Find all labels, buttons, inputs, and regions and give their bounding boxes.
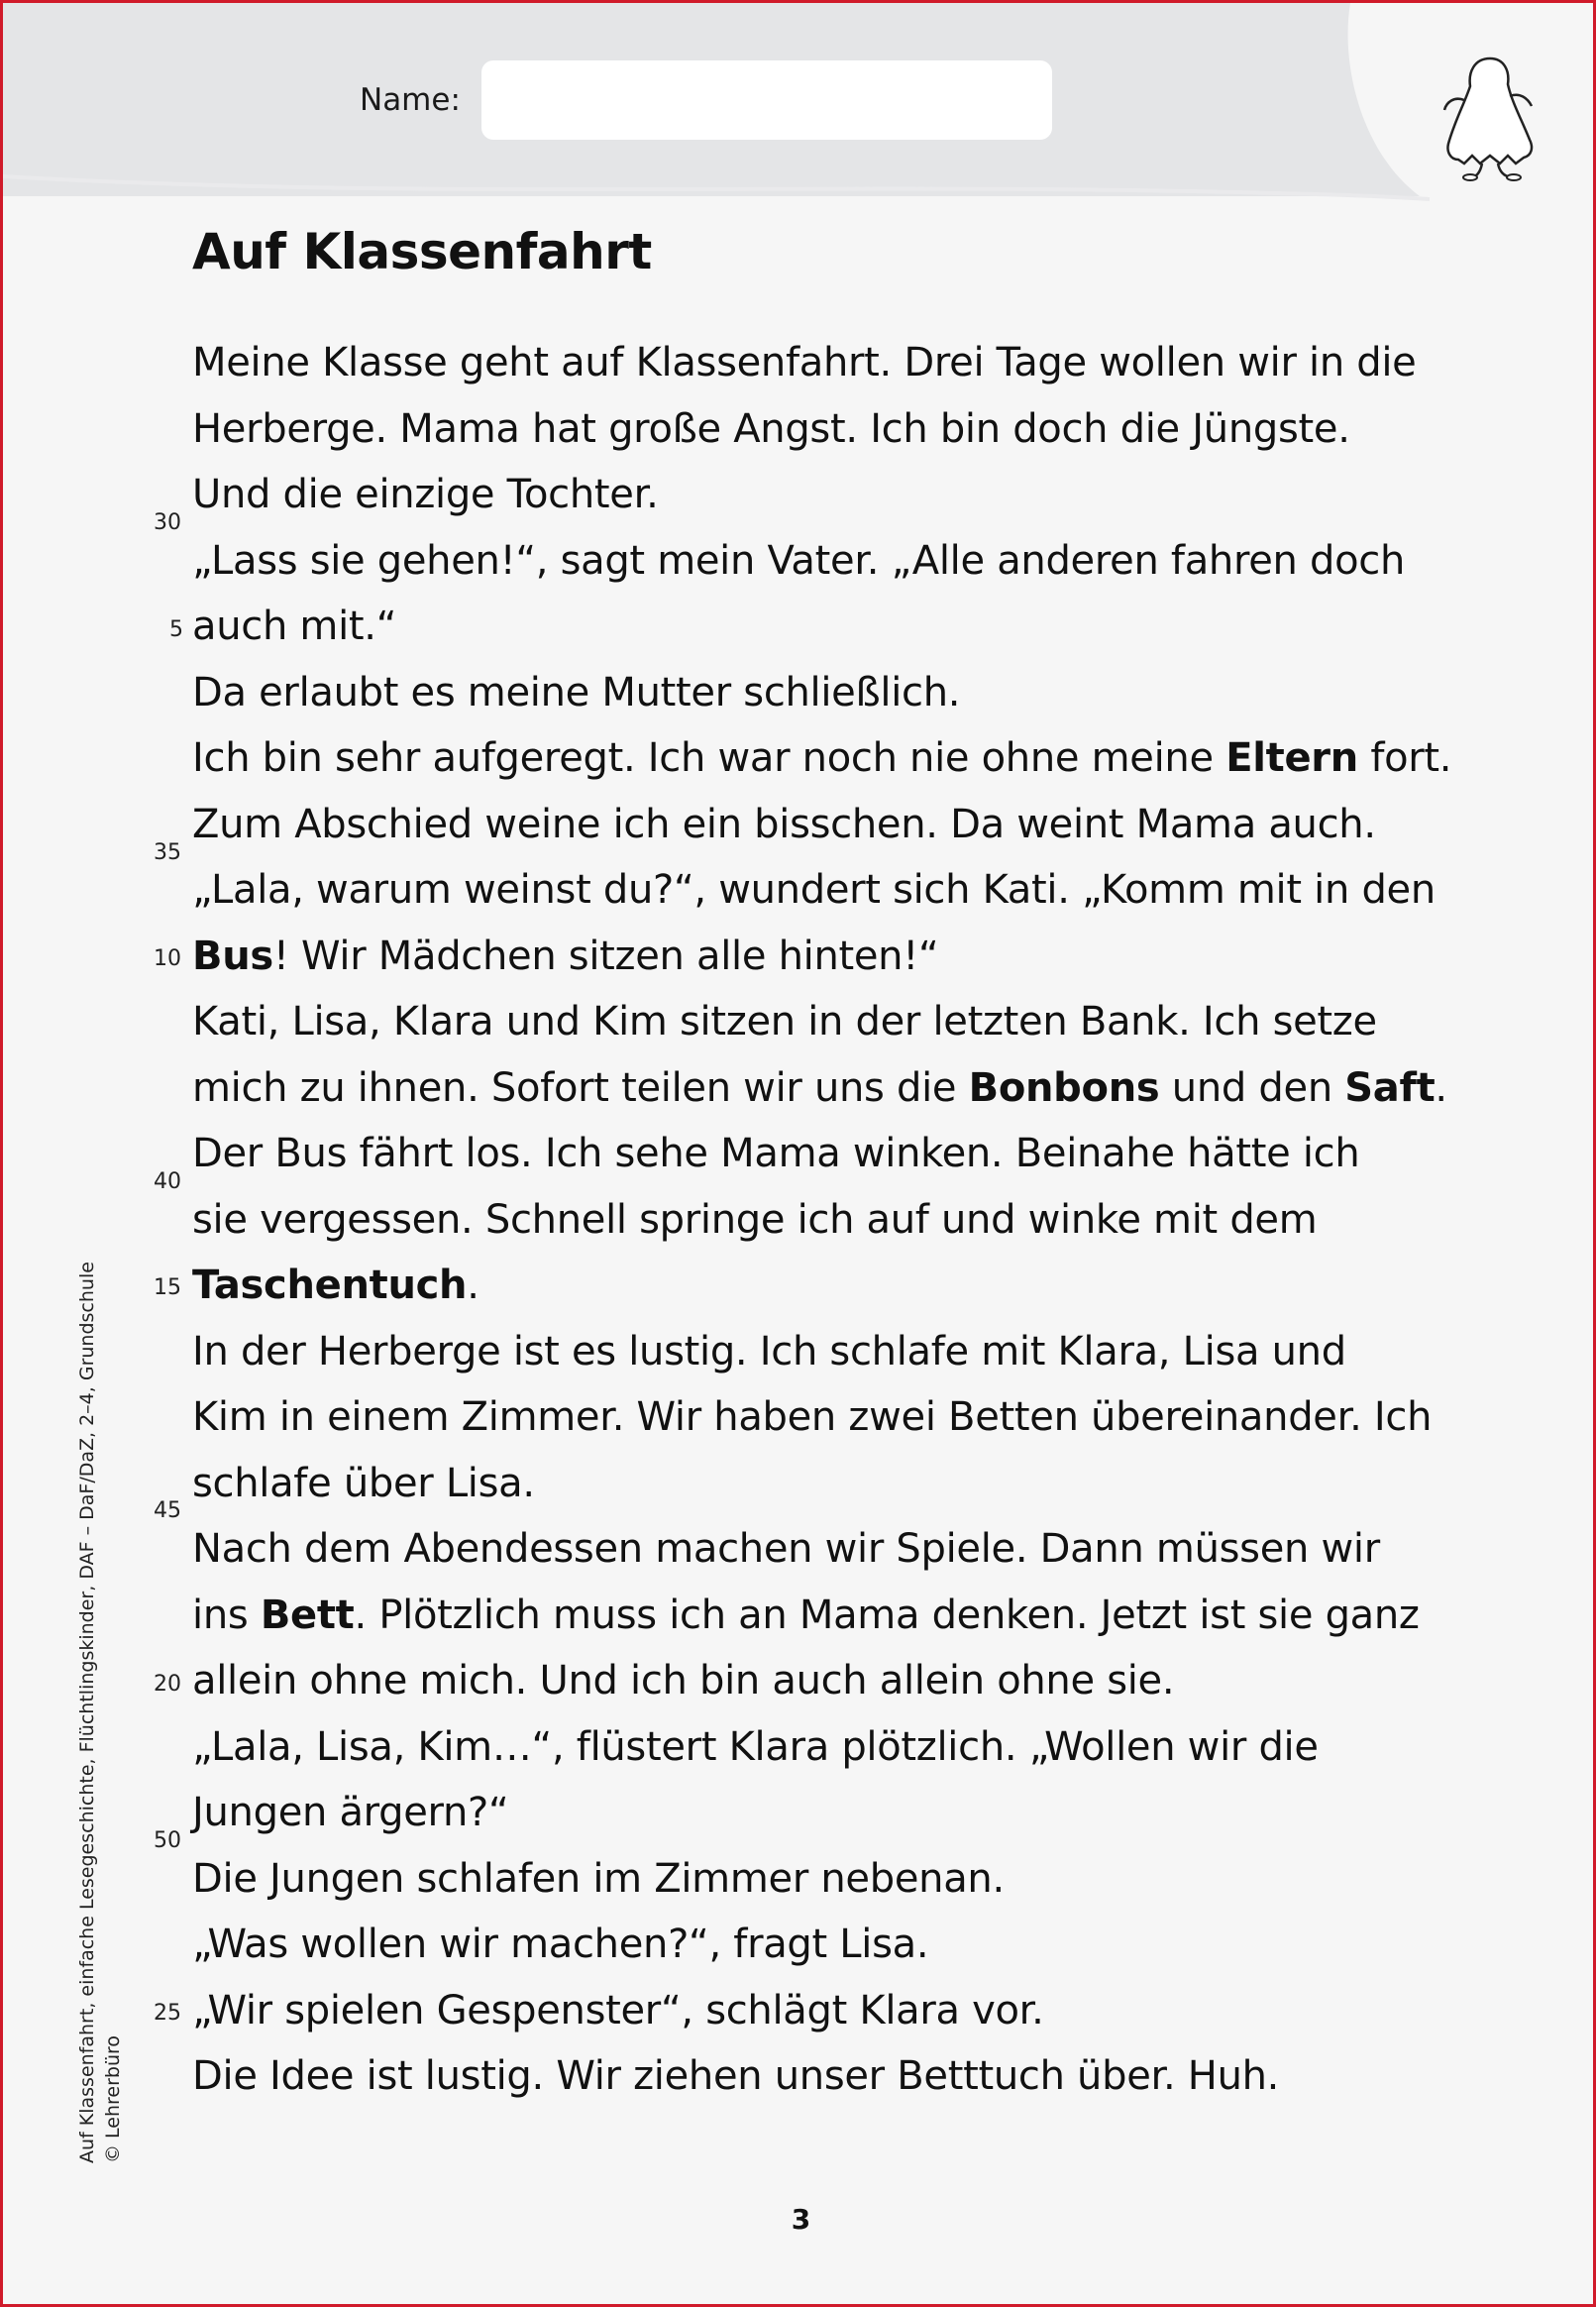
story-text-segment: fort. (1357, 735, 1452, 781)
story-text-segment: „Was wollen wir machen?“, fragt Lisa. (192, 1922, 929, 1967)
line-number: 20 (154, 1672, 181, 1697)
story-text-segment: „Lala, warum weinst du?“, wundert sich Kati. „Komm mit in den (192, 867, 1436, 913)
story-line (192, 1384, 1510, 1451)
story-line (192, 396, 1510, 463)
story-text-segment: Meine Klasse geht auf Klassenfahrt. Drei Tage wollen wir in die (192, 340, 1417, 385)
story-text-segment: Und die einzige Tochter. (192, 472, 659, 517)
story-line (192, 1253, 1510, 1319)
story-line (192, 1451, 1510, 1517)
line-number: 15 (154, 1275, 181, 1300)
word-count-marker: 40 (154, 1169, 181, 1194)
story-line (192, 462, 1510, 528)
story-text-segment: Die Jungen schlafen im Zimmer nebenan. (192, 1855, 1005, 1902)
story-text-segment: allein ohne mich. Und ich bin auch allein ohne sie. (192, 1658, 1175, 1703)
keyword-bold: Taschentuch (192, 1263, 468, 1308)
word-count-marker: 30 (154, 510, 181, 535)
story-text-segment: „Wir spielen Gespenster“, schlägt Klara vor. (192, 1987, 1044, 2033)
story-line (192, 989, 1510, 1055)
story-text-segment: . (467, 1263, 479, 1308)
story-line (192, 1714, 1510, 1781)
story-line (192, 1319, 1510, 1385)
story-text-segment: Zum Abschied weine ich ein bisschen. Da weint Mama auch. (192, 801, 1376, 847)
story-text-segment: sie vergessen. Schnell springe ich auf und winke mit dem (192, 1196, 1318, 1243)
story-line (192, 1780, 1510, 1846)
story-line (192, 2043, 1510, 2110)
story-line (192, 792, 1510, 858)
story-line (192, 1055, 1510, 1122)
story-text-segment: Die Idee ist lustig. Wir ziehen unser Betttuch über. Huh. (192, 2053, 1280, 2099)
story-text-segment: Jungen ärgern?“ (192, 1790, 509, 1835)
story-text-segment: „Lass sie gehen!“, sagt mein Vater. „Alle anderen fahren doch (192, 537, 1406, 584)
story-line (192, 594, 1510, 660)
story-text-segment: . Plötzlich muss ich an Mama denken. Jetzt ist sie ganz (354, 1592, 1420, 1638)
keyword-bold: Bett (260, 1592, 355, 1638)
story-text-segment: Nach dem Abendessen machen wir Spiele. Dann müssen wir (192, 1526, 1380, 1572)
ghost-illustration (1425, 53, 1555, 183)
story-line (192, 1516, 1510, 1583)
page-title: Auf Klassenfahrt (192, 223, 652, 280)
story-line (192, 1121, 1510, 1187)
story-line (192, 1187, 1510, 1254)
word-count-marker: 45 (154, 1498, 181, 1523)
story-text-segment: mich zu ihnen. Sofort teilen wir uns die (192, 1064, 969, 1111)
line-number: 25 (154, 2001, 181, 2026)
story-text-segment: auch mit.“ (192, 604, 397, 649)
line-number: 10 (154, 946, 181, 971)
page-number: 3 (791, 2203, 811, 2236)
story-line (192, 1978, 1510, 2044)
keyword-bold: Bus (192, 933, 273, 979)
story-text-segment: Da erlaubt es meine Mutter schließlich. (192, 669, 961, 715)
story-text-segment: und den (1159, 1064, 1345, 1111)
story-text-segment: Herberge. Mama hat große Angst. Ich bin doch die Jüngste. (192, 405, 1350, 452)
story-line (192, 330, 1510, 396)
story-text-segment: Ich bin sehr aufgeregt. Ich war noch nie ohne meine (192, 735, 1226, 781)
source-line: Auf Klassenfahrt, einfache Lesegeschichte, Flüchtlingskinder, DAF – DaF/DaZ, 2–4, Grundschule (76, 1262, 98, 2163)
story-text-segment: ins (192, 1592, 261, 1638)
story-line (192, 857, 1510, 924)
story-text-segment: . (1435, 1064, 1447, 1111)
story-line (192, 725, 1510, 792)
story-line (192, 1583, 1510, 1649)
story-text-segment: Der Bus fährt los. Ich sehe Mama winken. Beinahe hätte ich (192, 1131, 1360, 1176)
story-text-segment: Kim in einem Zimmer. Wir haben zwei Betten übereinander. Ich (192, 1394, 1433, 1440)
name-field[interactable] (481, 60, 1052, 140)
story-text-segment: „Lala, Lisa, Kim…“, flüstert Klara plötzlich. „Wollen wir die (192, 1723, 1319, 1770)
copyright: © Lehrerbüro (102, 2034, 124, 2163)
story-line (192, 1648, 1510, 1714)
story-text-segment: schlafe über Lisa. (192, 1460, 535, 1506)
story-line (192, 528, 1510, 595)
word-count-marker: 35 (154, 840, 181, 865)
story-line (192, 660, 1510, 726)
story-text (192, 330, 1510, 2110)
story-text-segment: Kati, Lisa, Klara und Kim sitzen in der letzten Bank. Ich setze (192, 999, 1377, 1044)
keyword-bold: Bonbons (968, 1064, 1160, 1111)
story-text-segment: ! Wir Mädchen sitzen alle hinten!“ (272, 933, 939, 979)
line-number: 5 (169, 617, 183, 642)
story-line (192, 924, 1510, 990)
source-credit (74, 1212, 134, 2163)
keyword-bold: Eltern (1225, 735, 1358, 781)
story-line (192, 1846, 1510, 1913)
keyword-bold: Saft (1344, 1064, 1436, 1111)
word-count-marker: 50 (154, 1828, 181, 1853)
story-line (192, 1912, 1510, 1978)
story-text-segment: In der Herberge ist es lustig. Ich schlafe mit Klara, Lisa und (192, 1328, 1346, 1374)
name-label: Name: (360, 82, 461, 118)
